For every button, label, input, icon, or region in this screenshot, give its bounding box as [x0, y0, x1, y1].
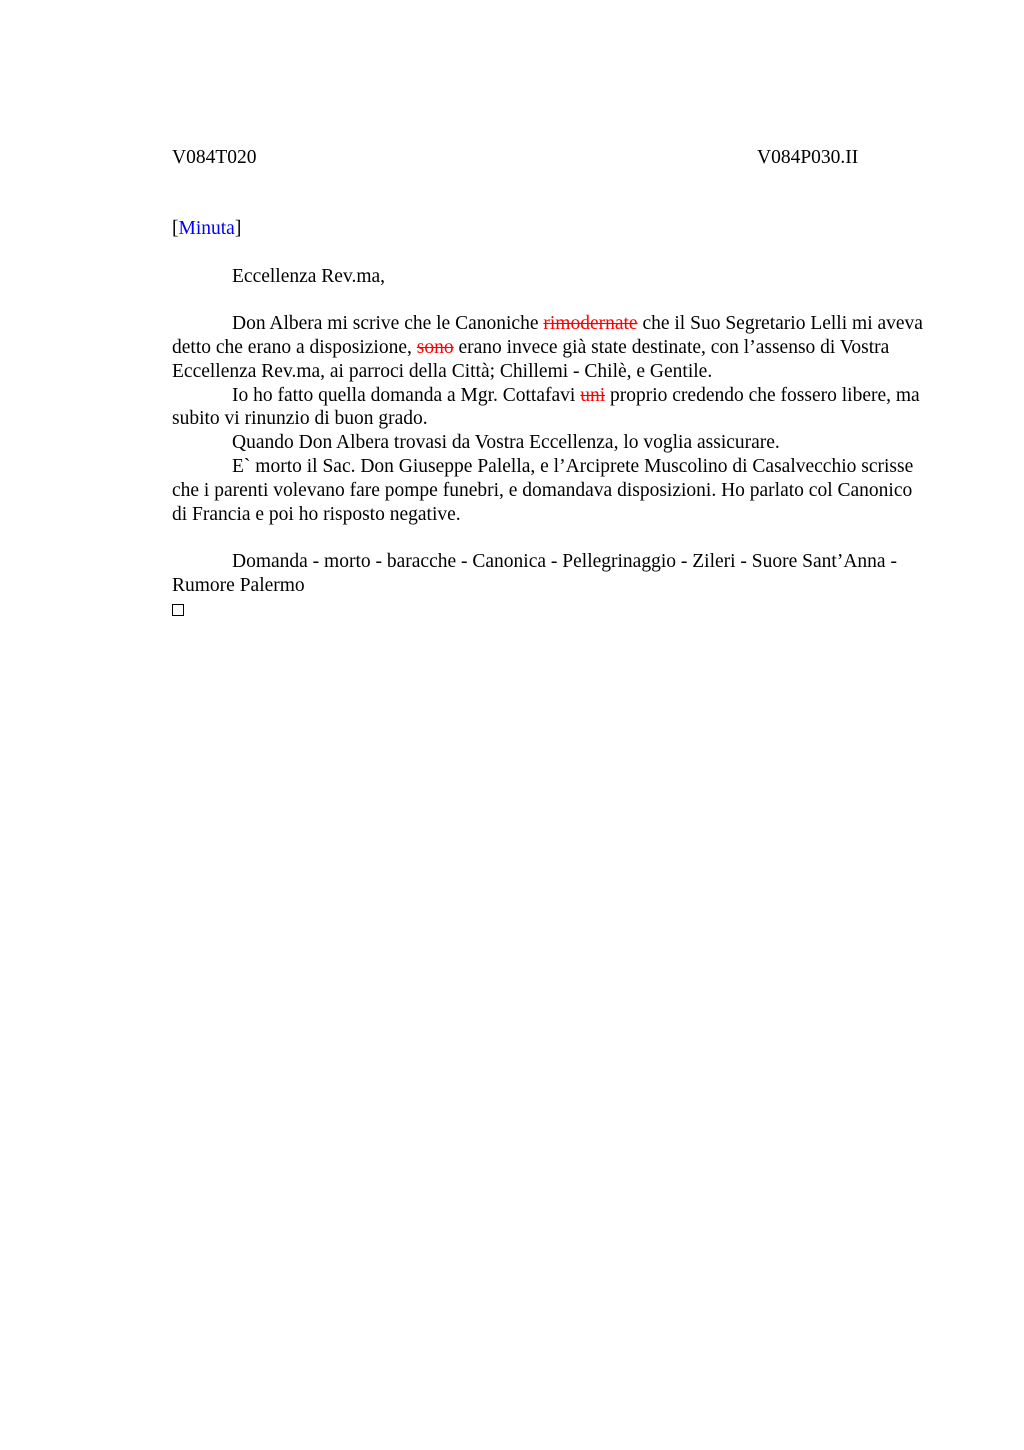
document-code-right: V084P030.II [757, 147, 859, 168]
spacer [172, 288, 932, 312]
checkbox-square-icon [172, 598, 932, 623]
deleted-word: uni [580, 384, 606, 406]
spacer [172, 241, 932, 265]
minuta-label-text: Minuta [178, 218, 235, 239]
deleted-word: sono [416, 336, 454, 358]
paragraph-5: Domanda - morto - baracche - Canonica - Pellegrinaggio - Zileri - Suore Sant’Anna - Rumore Palermo [172, 551, 897, 596]
document-code-left: V084T020 [172, 147, 257, 168]
minuta-label: [Minuta] [172, 218, 242, 239]
paragraph-4: E` morto il Sac. Don Giuseppe Palella, e l’Arciprete Muscolino di Casalvecchio scrisse che i parenti volevano fare pompe funebri, e domandava disposizioni. Ho parlato col Canonico di Francia e poi ho risposto negative. [172, 455, 914, 525]
spacer [172, 526, 932, 550]
deleted-word: rimodernate [543, 313, 638, 335]
paragraph-2: Io ho fatto quella domanda a Mgr. Cottafavi uni proprio credendo che fossero libere, ma subito vi rinunzio di buon grado. [172, 384, 920, 430]
paragraph-3: Quando Don Albera trovasi da Vostra Eccellenza, lo voglia assicurare. [232, 432, 780, 454]
salutation: Eccellenza Rev.ma, [232, 265, 386, 287]
letter-body [172, 217, 932, 623]
paragraph-1: Don Albera mi scrive che le Canoniche rimodernate che il Suo Segretario Lelli mi aveva detto che erano a disposizione, sono erano invece già state destinate, con l’assenso di Vostra Eccellenza Rev.ma, ai parroci della Città; Chillemi - Chilè, e Gentile. [172, 313, 923, 382]
